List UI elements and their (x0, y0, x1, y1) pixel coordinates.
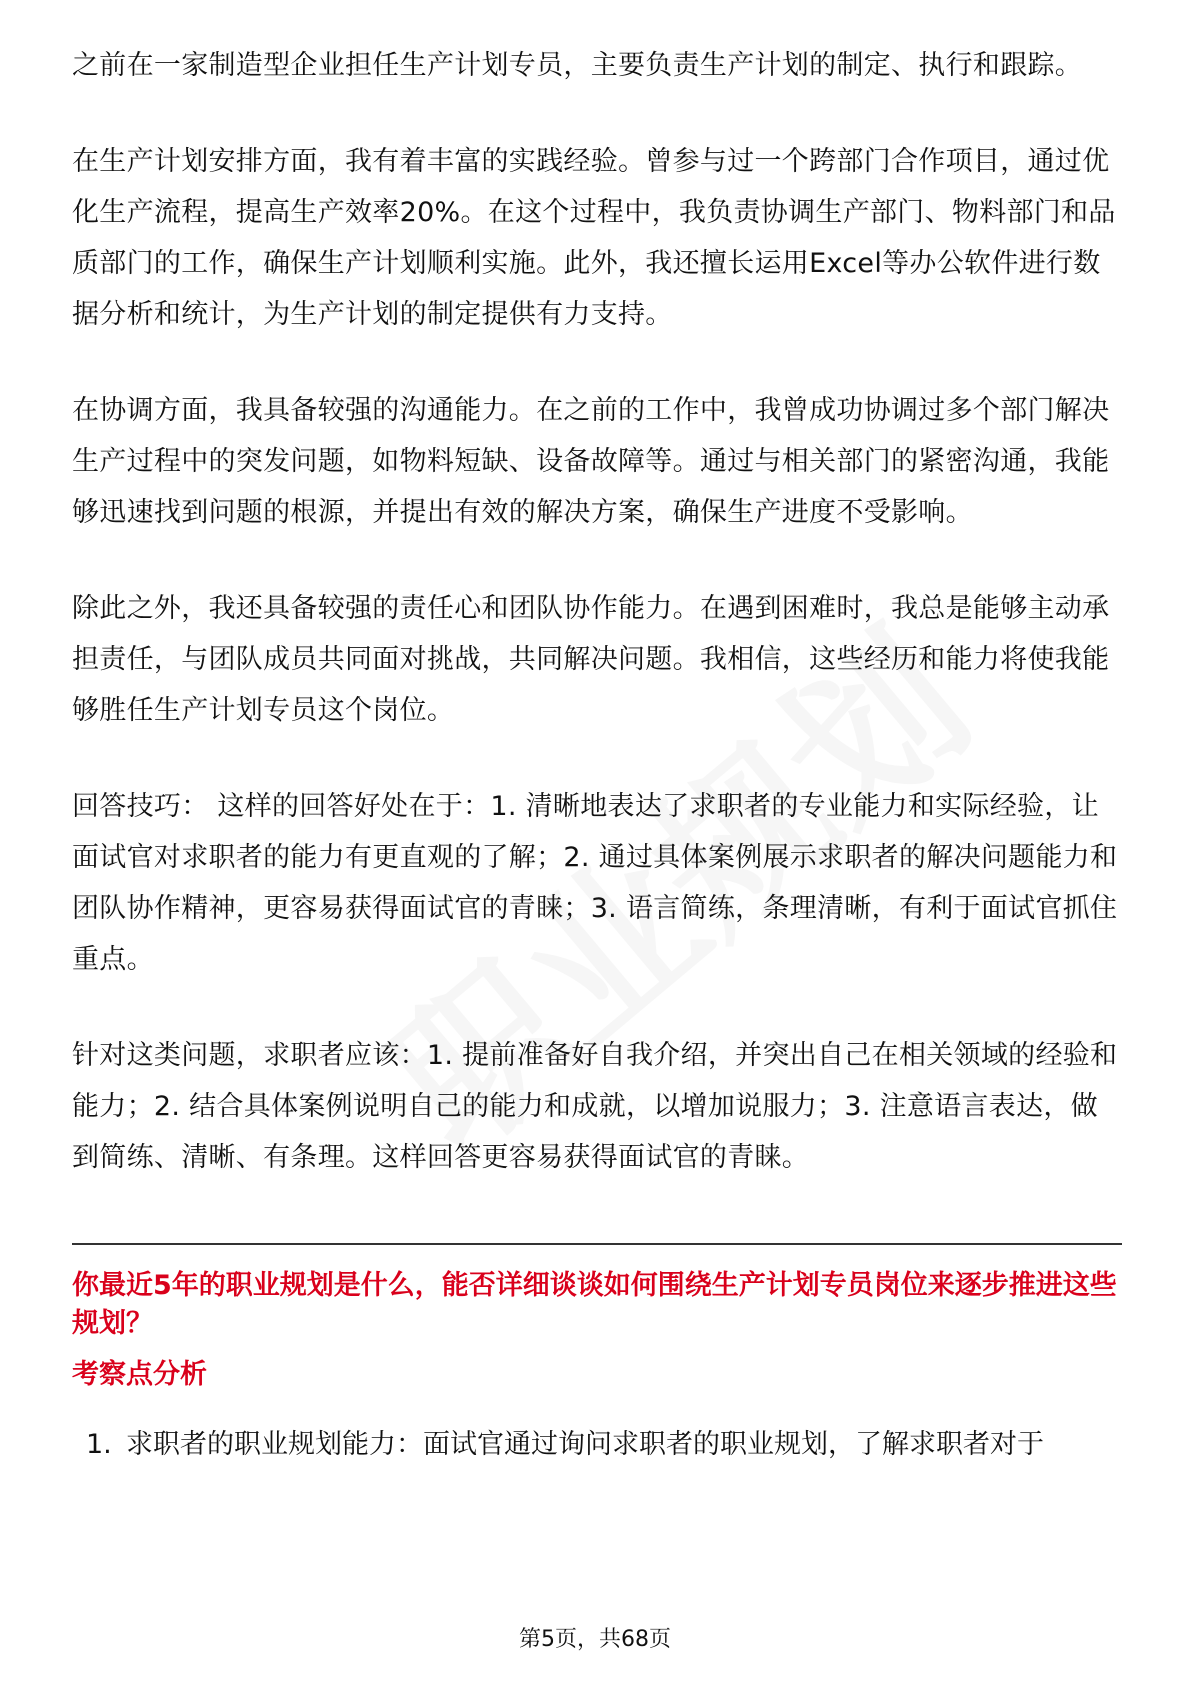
page-footer: 第5页，共68页 (519, 1627, 671, 1652)
document-page (72, 40, 1122, 1465)
paragraph-coordination: 在协调方面，我具备较强的沟通能力。在之前的工作中，我曾成功协调过多个部门解决生产过程中的突发问题，如物料短缺、设备故障等。通过与相关部门的紧密沟通，我能够迅速找到问题的根源，并提出有效的解决方案，确保生产进度不受影响。 (72, 395, 1110, 528)
section-divider (72, 1243, 1122, 1245)
question-heading: 你最近5年的职业规划是什么，能否详细谈谈如何围绕生产计划专员岗位来逐步推进这些规划？ (72, 1270, 1117, 1339)
paragraph-planning-experience: 在生产计划安排方面，我有着丰富的实践经验。曾参与过一个跨部门合作项目，通过优化生产流程，提高生产效率20%。在这个过程中，我负责协调生产部门、物料部门和品质部门的工作，确保生产计划顺利实施。此外，我还擅长运用Excel等办公软件进行数据分析和统计，为生产计划的制定提供有力支持。 (72, 146, 1116, 330)
analysis-heading: 考察点分析 (72, 1359, 207, 1390)
paragraph-advice: 针对这类问题，求职者应该：1. 提前准备好自我介绍，并突出自己在相关领域的经验和能力；2. 结合具体案例说明自己的能力和成就，以增加说服力；3. 注意语言表达，做到简练、清晰、有条理。这样回答更容易获得面试官的青睐。 (72, 1040, 1118, 1173)
paragraph-answer-tips: 回答技巧： 这样的回答好处在于：1. 清晰地表达了求职者的专业能力和实际经验，让面试官对求职者的能力有更直观的了解；2. 通过具体案例展示求职者的解决问题能力和团队协作精神，更容易获得面试官的青睐；3. 语言简练，条理清晰，有利于面试官抓住重点。 (72, 791, 1118, 975)
analysis-list (72, 1425, 1122, 1465)
list-item (72, 1425, 1122, 1465)
list-item-number: 1. (86, 1429, 112, 1460)
paragraph-previous-role: 之前在一家制造型企业担任生产计划专员，主要负责生产计划的制定、执行和跟踪。 (72, 50, 1083, 81)
list-item-text: 求职者的职业规划能力：面试官通过询问求职者的职业规划，了解求职者对于 (126, 1429, 1044, 1460)
paragraph-responsibility: 除此之外，我还具备较强的责任心和团队协作能力。在遇到困难时，我总是能够主动承担责任，与团队成员共同面对挑战，共同解决问题。我相信，这些经历和能力将使我能够胜任生产计划专员这个岗位。 (72, 593, 1110, 726)
